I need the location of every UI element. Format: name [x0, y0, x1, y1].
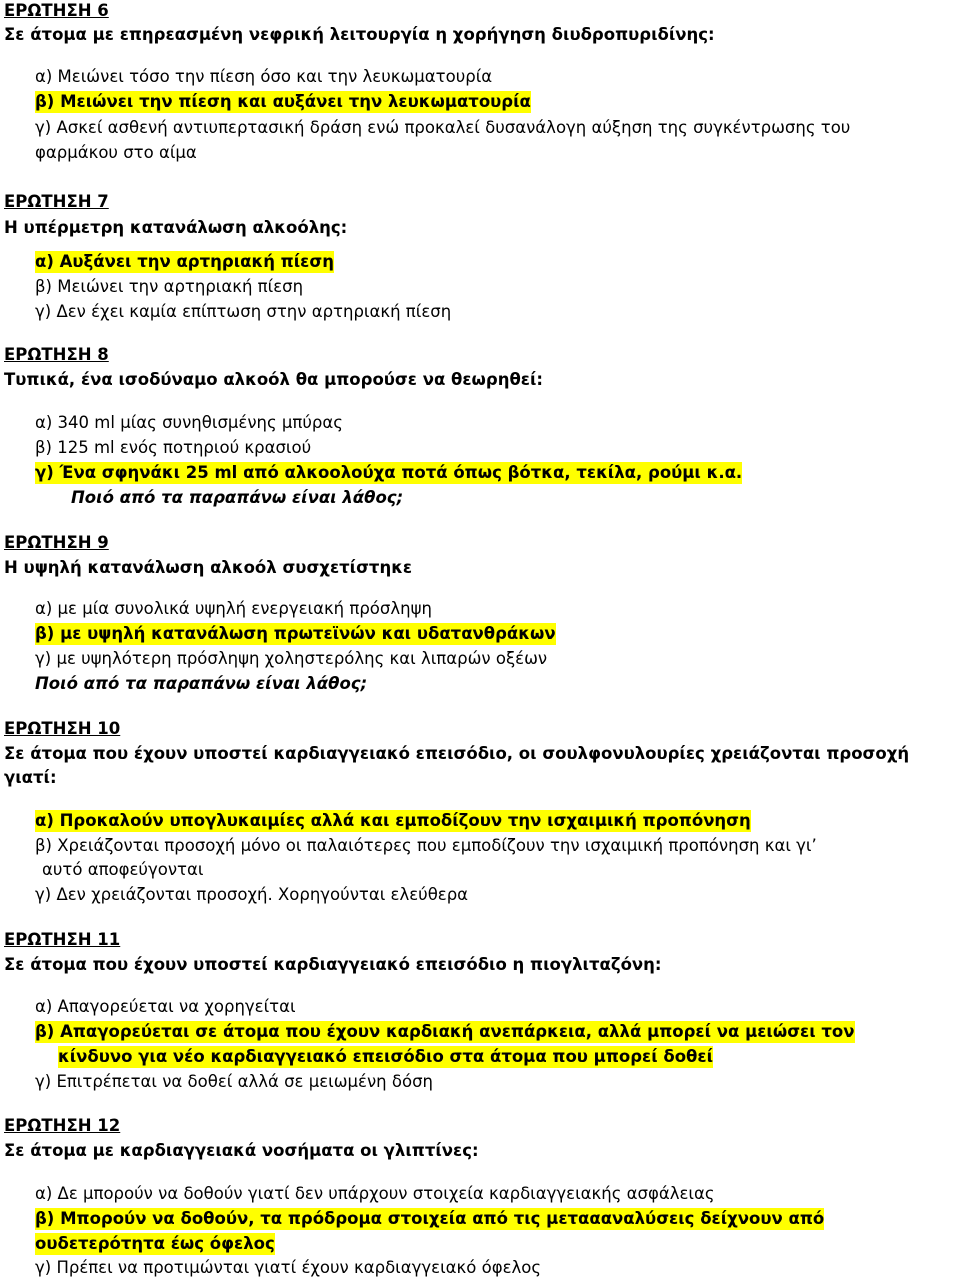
q12-option-c: γ) Πρέπει να προτιμώνται γιατί έχουν καρδιαγγειακό όφελος — [35, 1258, 542, 1277]
q8-option-c: γ) Ένα σφηνάκι 25 ml από αλκοολούχα ποτά όπως βότκα, τεκίλα, ρούμι κ.α. — [35, 463, 743, 482]
q11-option-a: α) Απαγορεύεται να χορηγείται — [35, 997, 296, 1016]
q9-question: Η υψηλή κατανάλωση αλκοόλ συσχετίστηκε — [4, 558, 413, 577]
q6-option-c-line1: γ) Ασκεί ασθενή αντιυπερτασική δράση ενώ προκαλεί δυσανάλογη αύξηση της συγκέντρωσης του — [35, 118, 851, 137]
q8-title: ΕΡΩΤΗΣΗ 8 — [4, 345, 109, 364]
q6-option-c-line2: φαρμάκου στο αίμα — [35, 143, 197, 162]
q7-option-c: γ) Δεν έχει καμία επίπτωση στην αρτηριακή πίεση — [35, 302, 452, 321]
q7-option-a: α) Αυξάνει την αρτηριακή πίεση — [35, 252, 334, 271]
q11-title: ΕΡΩΤΗΣΗ 11 — [4, 930, 121, 949]
q8-option-a: α) 340 ml μίας συνηθισμένης μπύρας — [35, 413, 343, 432]
q10-option-a: α) Προκαλούν υπογλυκαιμίες αλλά και εμποδίζουν την ισχαιμική προπόνηση — [35, 811, 751, 830]
q9-note: Ποιό από τα παραπάνω είναι λάθος; — [35, 674, 368, 693]
q6-option-a: α) Μειώνει τόσο την πίεση όσο και την λευκωματουρία — [35, 67, 493, 86]
q8-option-b: β) 125 ml ενός ποτηριού κρασιού — [35, 438, 312, 457]
q10-question-line2: γιατί: — [4, 768, 57, 787]
q10-question-line1: Σε άτομα που έχουν υποστεί καρδιαγγειακό επεισόδιο, οι σουλφονυλουρίες χρειάζονται προσοχή — [4, 744, 910, 763]
q7-title: ΕΡΩΤΗΣΗ 7 — [4, 192, 109, 211]
q11-option-b-line2: κίνδυνο για νέο καρδιαγγειακό επεισόδιο στα άτομα που μπορεί δοθεί — [58, 1047, 713, 1066]
q9-option-a: α) με μία συνολικά υψηλή ενεργειακή πρόσληψη — [35, 599, 432, 618]
q8-question: Τυπικά, ένα ισοδύναμο αλκοόλ θα μπορούσε να θεωρηθεί: — [4, 370, 543, 389]
q11-option-b-line1: β) Απαγορεύεται σε άτομα που έχουν καρδιακή ανεπάρκεια, αλλά μπορεί να μειώσει τον — [35, 1022, 855, 1041]
q12-option-b-line1: β) Μπορούν να δοθούν, τα πρόδρομα στοιχεία από τις μεταααναλύσεις δείχνουν από — [35, 1209, 825, 1228]
q12-option-a: α) Δε μπορούν να δοθούν γιατί δεν υπάρχουν στοιχεία καρδιαγγειακής ασφάλειας — [35, 1184, 715, 1203]
q10-title: ΕΡΩΤΗΣΗ 10 — [4, 719, 121, 738]
q12-question: Σε άτομα με καρδιαγγειακά νοσήματα οι γλιπτίνες: — [4, 1141, 479, 1160]
q7-question: Η υπέρμετρη κατανάλωση αλκοόλης: — [4, 218, 348, 237]
q10-option-c: γ) Δεν χρειάζονται προσοχή. Χορηγούνται ελεύθερα — [35, 885, 469, 904]
q12-title: ΕΡΩΤΗΣΗ 12 — [4, 1116, 121, 1135]
q10-option-b-line2: αυτό αποφεύγονται — [42, 860, 204, 879]
q6-option-b: β) Μειώνει την πίεση και αυξάνει την λευκωματουρία — [35, 92, 531, 111]
q12-option-b-line2: ουδετερότητα έως όφελος — [35, 1234, 275, 1253]
q9-option-c: γ) με υψηλότερη πρόσληψη χοληστερόλης και λιπαρών οξέων — [35, 649, 548, 668]
q6-question: Σε άτομα με επηρεασμένη νεφρική λειτουργία η χορήγηση διυδροπυριδίνης: — [4, 25, 715, 44]
q8-note: Ποιό από τα παραπάνω είναι λάθος; — [71, 488, 404, 507]
q10-option-b-line1: β) Χρειάζονται προσοχή μόνο οι παλαιότερες που εμποδίζουν την ισχαιμική προπόνηση και γι’ — [35, 836, 817, 855]
q11-option-c: γ) Επιτρέπεται να δοθεί αλλά σε μειωμένη δόση — [35, 1072, 433, 1091]
q9-title: ΕΡΩΤΗΣΗ 9 — [4, 533, 109, 552]
q11-question: Σε άτομα που έχουν υποστεί καρδιαγγειακό επεισόδιο η πιογλιταζόνη: — [4, 955, 662, 974]
q9-option-b: β) με υψηλή κατανάλωση πρωτεϊνών και υδατανθράκων — [35, 624, 556, 643]
q6-title: ΕΡΩΤΗΣΗ 6 — [4, 1, 109, 20]
q7-option-b: β) Μειώνει την αρτηριακή πίεση — [35, 277, 304, 296]
